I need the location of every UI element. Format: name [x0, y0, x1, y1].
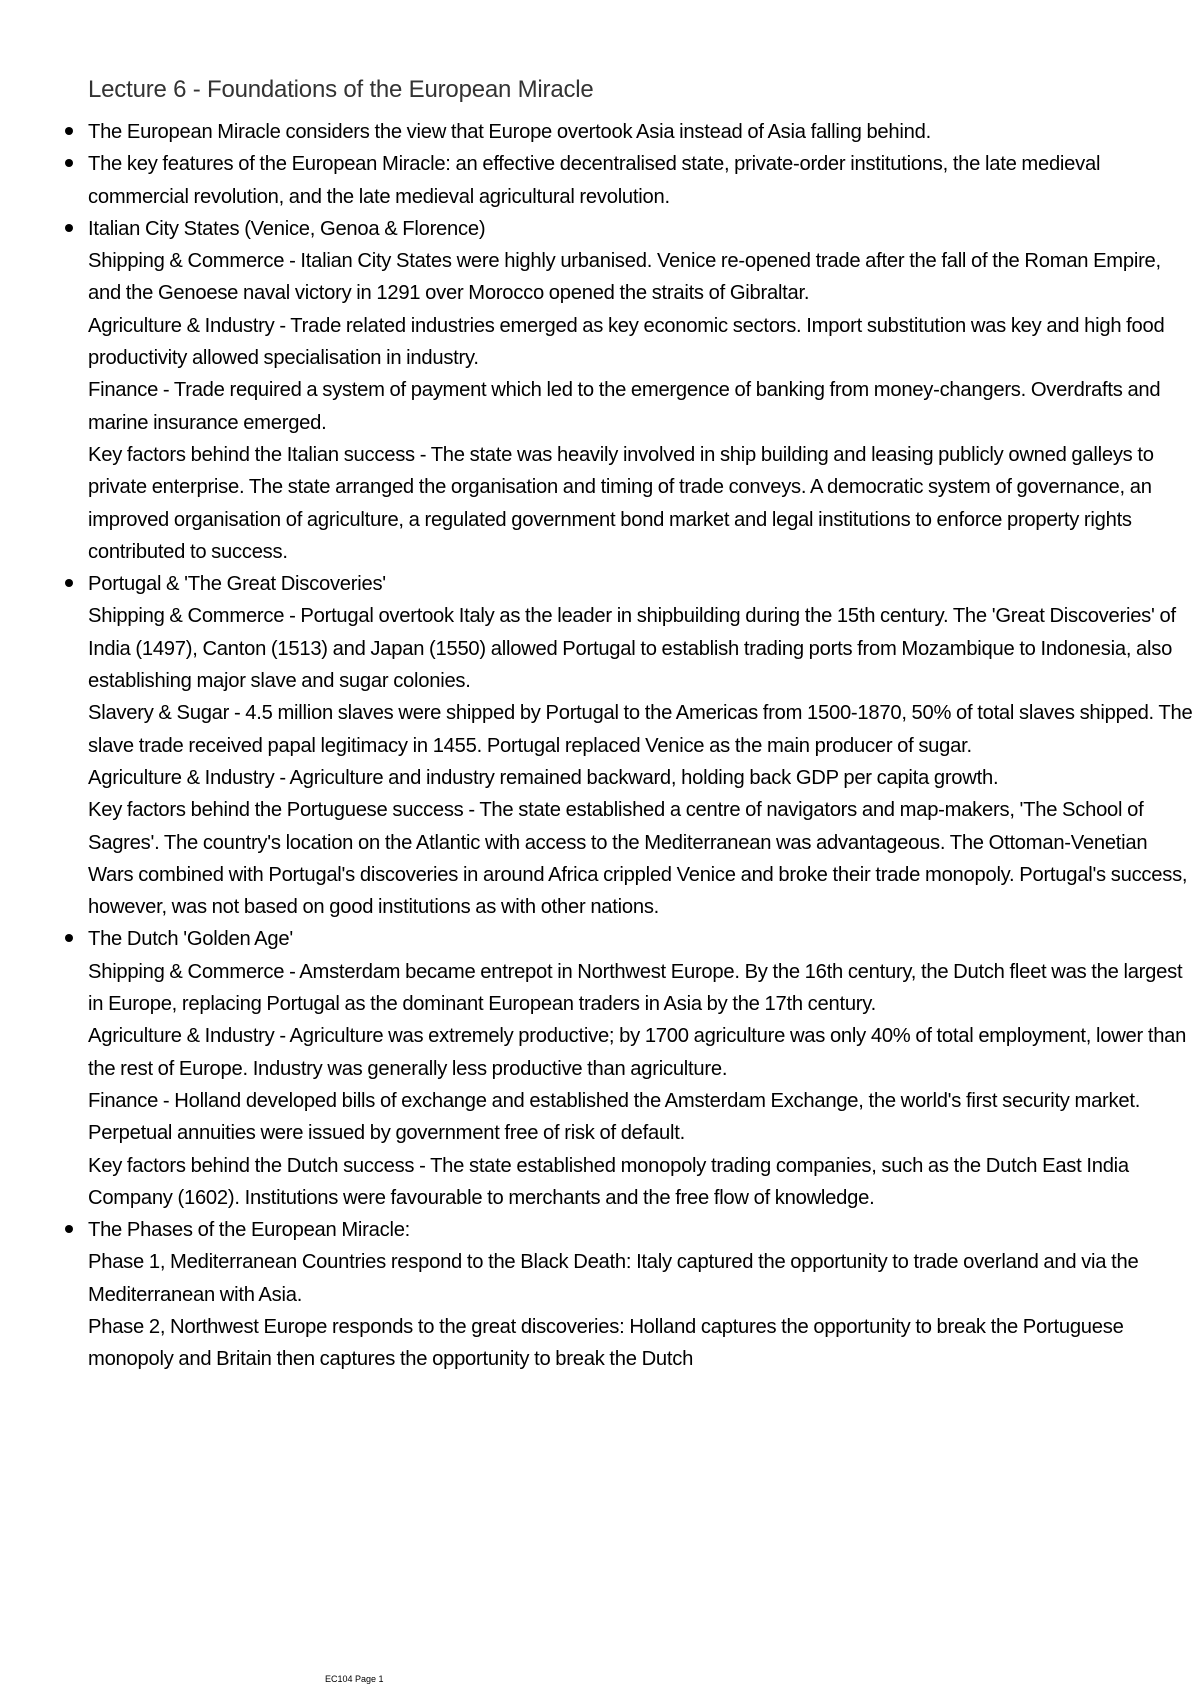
bullet-heading: The European Miracle considers the view that Europe overtook Asia instead of Asia falling behind. — [88, 121, 931, 143]
list-item — [63, 148, 1193, 213]
bullet-icon — [65, 1225, 73, 1233]
list-item — [63, 1214, 1193, 1375]
body-paragraph: Key factors behind the Italian success - The state was heavily involved in ship building and leasing publicly owned galleys to private enterprise. The state arranged the organisation and timing of trade conveys. A democratic system of governance, an improved organisation of agriculture, a regulated government bond market and legal institutions to enforce property rights contributed to success. — [88, 443, 1154, 563]
list-item — [63, 923, 1193, 1214]
body-paragraph: Phase 1, Mediterranean Countries respond to the Black Death: Italy captured the opportunity to trade overland and via the Mediterranean with Asia. — [88, 1251, 1139, 1306]
bullet-heading: Portugal & 'The Great Discoveries' — [88, 573, 386, 596]
body-paragraph: Finance - Trade required a system of payment which led to the emergence of banking from money-changers. Overdrafts and marine insurance emerged. — [88, 379, 1161, 434]
bullet-icon — [65, 127, 73, 135]
bullet-heading: The key features of the European Miracle: an effective decentralised state, private-order institutions, the late medieval commercial revolution, and the late medieval agricultural revolution. — [88, 153, 1101, 208]
bullet-icon — [65, 159, 73, 167]
body-paragraph: Key factors behind the Portuguese success - The state established a centre of navigators and map-makers, 'The School of Sagres'. The country's location on the Atlantic with access to the Mediterranean was advantageous. The Ottoman-Venetian Wars combined with Portugal's discoveries in around Africa crippled Venice and broke their trade monopoly. Portugal's success, however, was not based on good institutions as with other nations. — [88, 799, 1188, 919]
bullet-heading: The Phases of the European Miracle: — [88, 1219, 411, 1242]
page-footer: EC104 Page 1 — [325, 1674, 384, 1684]
notes-list — [63, 116, 1193, 1376]
bullet-heading: The Dutch 'Golden Age' — [88, 928, 293, 951]
bullet-heading: Italian City States (Venice, Genoa & Florence) — [88, 217, 486, 240]
bullet-icon — [65, 934, 73, 942]
list-item — [63, 213, 1193, 568]
body-paragraph: Phase 2, Northwest Europe responds to the great discoveries: Holland captures the opportunity to break the Portuguese monopoly and Britain then captures the opportunity to break the Dutch — [88, 1315, 1124, 1371]
body-paragraph: Agriculture & Industry - Trade related industries emerged as key economic sectors. Import substitution was key and high food productivity allowed specialisation in industry. — [88, 314, 1165, 370]
list-item — [63, 568, 1193, 923]
body-paragraph: Key factors behind the Dutch success - The state established monopoly trading companies, such as the Dutch East India Company (1602). Institutions were favourable to merchants and the free flow of knowledge. — [88, 1154, 1129, 1209]
body-paragraph: Finance - Holland developed bills of exchange and established the Amsterdam Exchange, the world's first security market. Perpetual annuities were issued by government free of risk of default. — [88, 1089, 1141, 1145]
bullet-icon — [65, 224, 73, 232]
body-paragraph: Shipping & Commerce - Italian City States were highly urbanised. Venice re-opened trade after the fall of the Roman Empire, and the Genoese naval victory in 1291 over Morocco opened the straits of Gibraltar. — [88, 250, 1161, 305]
body-paragraph: Agriculture & Industry - Agriculture was extremely productive; by 1700 agriculture was only 40% of total employment, lower than the rest of Europe. Industry was generally less productive than agriculture. — [88, 1025, 1187, 1080]
body-paragraph: Slavery & Sugar - 4.5 million slaves were shipped by Portugal to the Americas from 1500-1870, 50% of total slaves shipped. The slave trade received papal legitimacy in 1455. Portugal replaced Venice as the main producer of sugar. — [88, 702, 1193, 757]
body-paragraph: Shipping & Commerce - Portugal overtook Italy as the leader in shipbuilding during the 15th century. The 'Great Discoveries' of India (1497), Canton (1513) and Japan (1550) allowed Portugal to establish trading ports from Mozambique to Indonesia, also establishing major slave and sugar colonies. — [88, 605, 1176, 693]
body-paragraph: Agriculture & Industry - Agriculture and industry remained backward, holding back GDP per capita growth. — [88, 766, 999, 789]
list-item — [63, 116, 1193, 148]
body-paragraph: Shipping & Commerce - Amsterdam became entrepot in Northwest Europe. By the 16th century, the Dutch fleet was the largest in Europe, replacing Portugal as the dominant European traders in Asia by the 17th century. — [88, 960, 1183, 1016]
page-title: Lecture 6 - Foundations of the European Miracle — [88, 76, 594, 103]
bullet-icon — [65, 579, 73, 587]
